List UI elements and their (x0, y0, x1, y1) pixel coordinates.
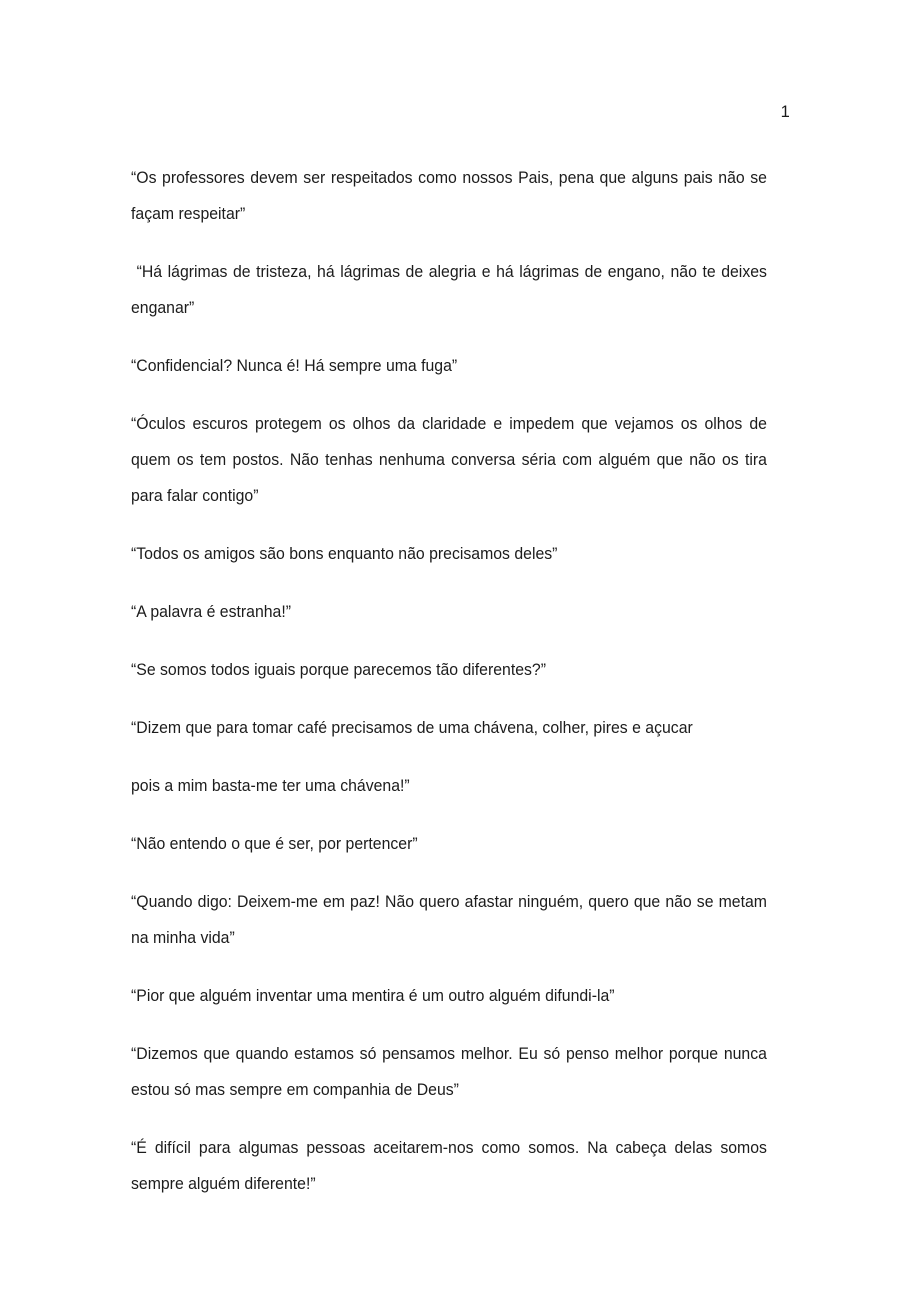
paragraph-quote-deus: “Dizemos que quando estamos só pensamos melhor. Eu só penso melhor porque nunca estou só mas sempre em companhia de Deus” (131, 1045, 772, 1099)
paragraph-quote-pertencer: “Não entendo o que é ser, por pertencer” (131, 835, 418, 853)
paragraph-quote-palavra: “A palavra é estranha!” (131, 603, 292, 621)
paragraph-quote-lagrimas: “Há lágrimas de tristeza, há lágrimas de alegria e há lágrimas de engano, não te deixes enganar” (131, 263, 772, 317)
paragraph-quote-paz: “Quando digo: Deixem-me em paz! Não quero afastar ninguém, quero que não se metam na minha vida” (131, 893, 772, 947)
paragraph-quote-chavena: pois a mim basta-me ter uma chávena!” (131, 777, 410, 795)
paragraph-quote-oculos: “Óculos escuros protegem os olhos da claridade e impedem que vejamos os olhos de quem os tem postos. Não tenhas nenhuma conversa séria com alguém que não os tira para falar contigo” (131, 415, 772, 505)
paragraph-quote-cafe: “Dizem que para tomar café precisamos de uma chávena, colher, pires e açucar (131, 719, 693, 737)
paragraph-quote-confidencial: “Confidencial? Nunca é! Há sempre uma fuga” (131, 357, 458, 375)
paragraph-quote-amigos: “Todos os amigos são bons enquanto não precisamos deles” (131, 545, 558, 563)
page-number: 1 (780, 103, 790, 121)
document-body (131, 160, 790, 1202)
paragraph-quote-iguais: “Se somos todos iguais porque parecemos tão diferentes?” (131, 661, 546, 679)
paragraph-quote-professores: “Os professores devem ser respeitados como nossos Pais, pena que alguns pais não se façam respeitar” (131, 169, 772, 223)
paragraph-quote-aceitarem: “É difícil para algumas pessoas aceitarem-nos como somos. Na cabeça delas somos sempre alguém diferente!” (131, 1139, 772, 1193)
paragraph-quote-mentira: “Pior que alguém inventar uma mentira é um outro alguém difundi-la” (131, 987, 615, 1005)
